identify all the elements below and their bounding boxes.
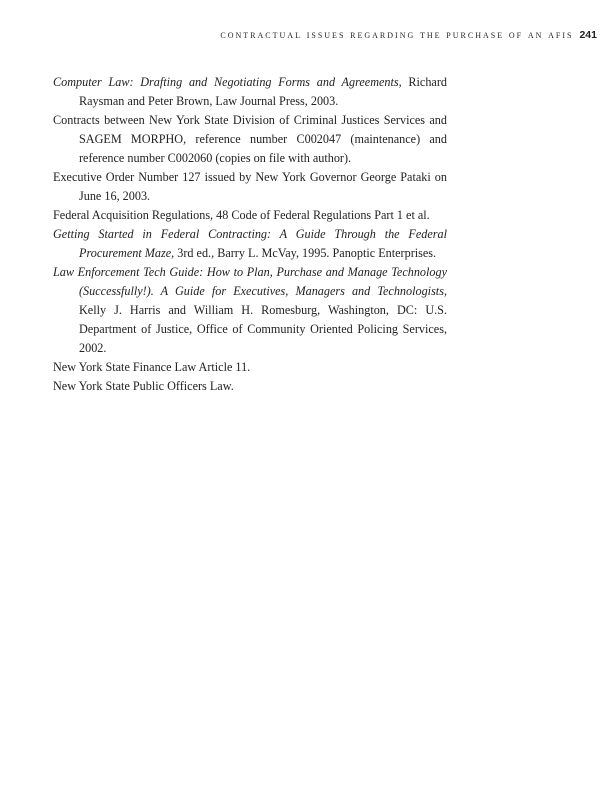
reference-text: Executive Order Number 127 issued by New York Governor George Pataki on June 16, 2003. xyxy=(53,170,447,203)
page-number: 241 xyxy=(579,29,597,41)
reference-text: New York State Public Officers Law. xyxy=(53,379,234,393)
reference-entry xyxy=(53,73,447,111)
reference-text: Federal Acquisition Regulations, 48 Code of Federal Regulations Part 1 et al. xyxy=(53,208,430,222)
reference-text: Contracts between New York State Division of Criminal Justices Services and SAGEM MORPHO, reference number C002047 (maintenance) and reference number C002060 (copies on file with author). xyxy=(53,113,447,165)
reference-entry xyxy=(53,168,447,206)
reference-entry xyxy=(53,206,447,225)
reference-text: New York State Finance Law Article 11. xyxy=(53,360,251,374)
reference-title: Getting Started in Federal Contracting: A Guide Through the Federal Procurement Maze, xyxy=(53,227,447,260)
reference-entry xyxy=(53,225,447,263)
running-title: contractual issues regarding the purchase of an afis xyxy=(220,29,574,41)
reference-entry xyxy=(53,377,447,396)
running-header xyxy=(0,29,597,41)
reference-text: Kelly J. Harris and William H. Romesburg, Washington, DC: U.S. Department of Justice, Office of Community Oriented Policing Services, 2002. xyxy=(79,303,447,355)
reference-entry xyxy=(53,111,447,168)
reference-entry xyxy=(53,263,447,358)
reference-text: 3rd ed., Barry L. McVay, 1995. Panoptic Enterprises. xyxy=(174,246,437,260)
reference-entry xyxy=(53,358,447,377)
reference-title: Law Enforcement Tech Guide: How to Plan, Purchase and Manage Technology (Successfully!). A Guide for Executives, Managers and Technologists, xyxy=(53,265,447,298)
reference-text: Richard Raysman and Peter Brown, Law Journal Press, 2003. xyxy=(79,75,447,108)
reference-title: Computer Law: Drafting and Negotiating Forms and Agreements, xyxy=(53,75,402,89)
reference-list xyxy=(53,73,447,396)
